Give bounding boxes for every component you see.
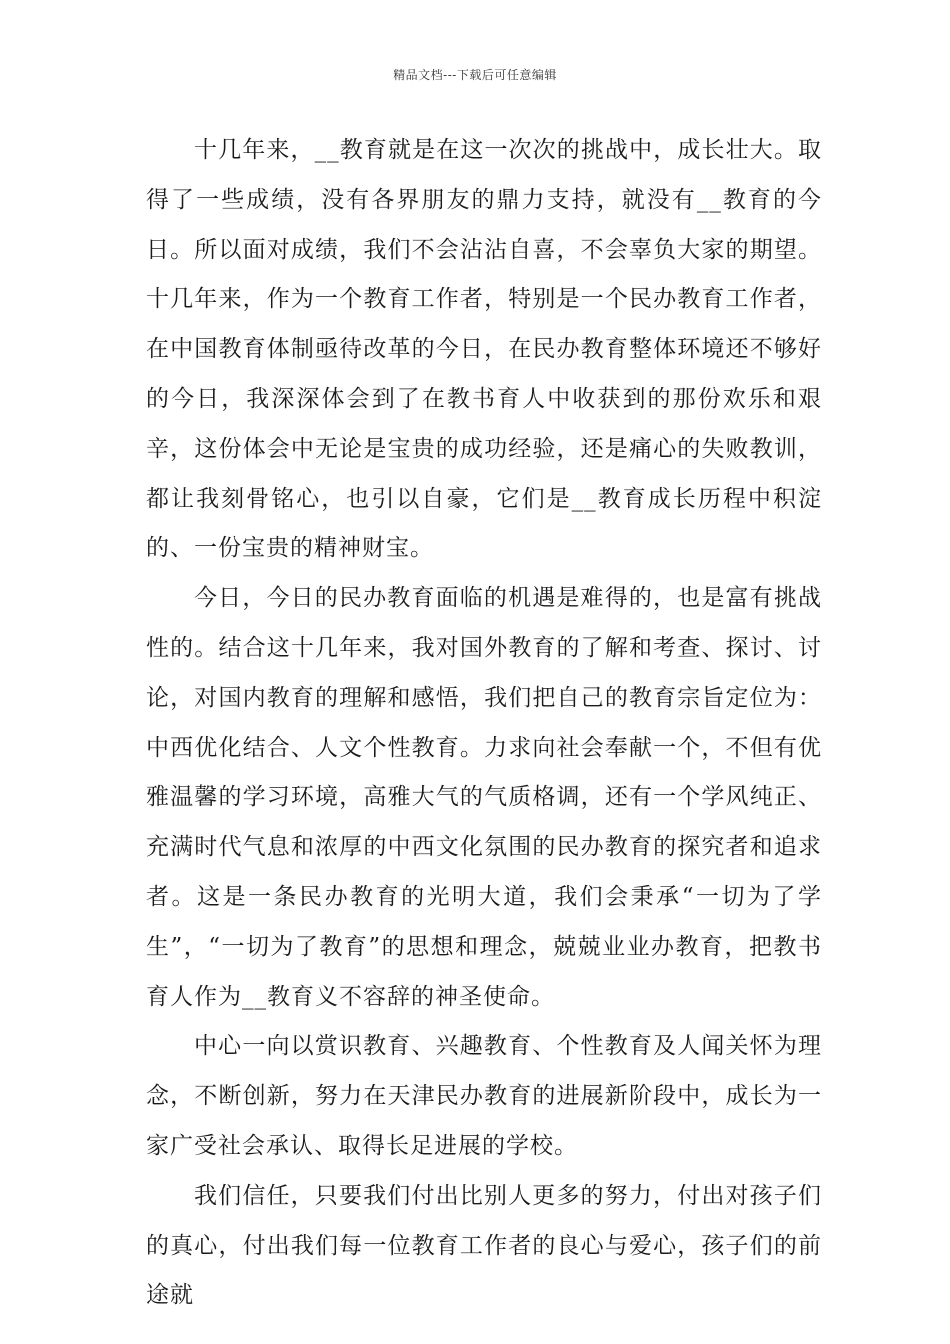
paragraph-3: 中心一向以赏识教育、兴趣教育、个性教育及人闻关怀为理念，不断创新，努力在天津民办教育的进展新阶段中，成长为一家广受社会承认、取得长足进展的学校。 bbox=[146, 1033, 822, 1159]
document-body bbox=[146, 126, 822, 1321]
paragraph-4: 我们信任，只要我们付出比别人更多的努力，付出对孩子们的真心，付出我们每一位教育工作者的良心与爱心，孩子们的前途就 bbox=[146, 1182, 822, 1309]
paragraph-1: 十几年来，__教育就是在这一次次的挑战中，成长壮大。取得了一些成绩，没有各界朋友的鼎力支持，就没有__教育的今日。所以面对成绩，我们不会沾沾自喜，不会辜负大家的期望。十几年来，作为一个教育工作者，特别是一个民办教育工作者，在中国教育体制亟待改革的今日，在民办教育整体环境还不够好的今日，我深深体会到了在教书育人中收获到的那份欢乐和艰辛，这份体会中无论是宝贵的成功经验，还是痛心的失败教训，都让我刻骨铭心，也引以自豪，它们是__教育成长历程中积淀的、一份宝贵的精神财宝。 bbox=[146, 137, 822, 562]
paragraph-2: 今日，今日的民办教育面临的机遇是难得的，也是富有挑战性的。结合这十几年来，我对国外教育的了解和考查、探讨、讨论，对国内教育的理解和感悟，我们把自己的教育宗旨定位为：中西优化结合、人文个性教育。力求向社会奉献一个，不但有优雅温馨的学习环境，高雅大气的气质格调，还有一个学风纯正、充满时代气息和浓厚的中西文化氛围的民办教育的探究者和追求者。这是一条民办教育的光明大道，我们会秉承“一切为了学生”，“一切为了教育”的思想和理念，兢兢业业办教育，把教书育人作为__教育义不容辞的神圣使命。 bbox=[146, 585, 822, 1010]
page-header: 精品文档---下载后可任意编辑 bbox=[393, 68, 557, 82]
